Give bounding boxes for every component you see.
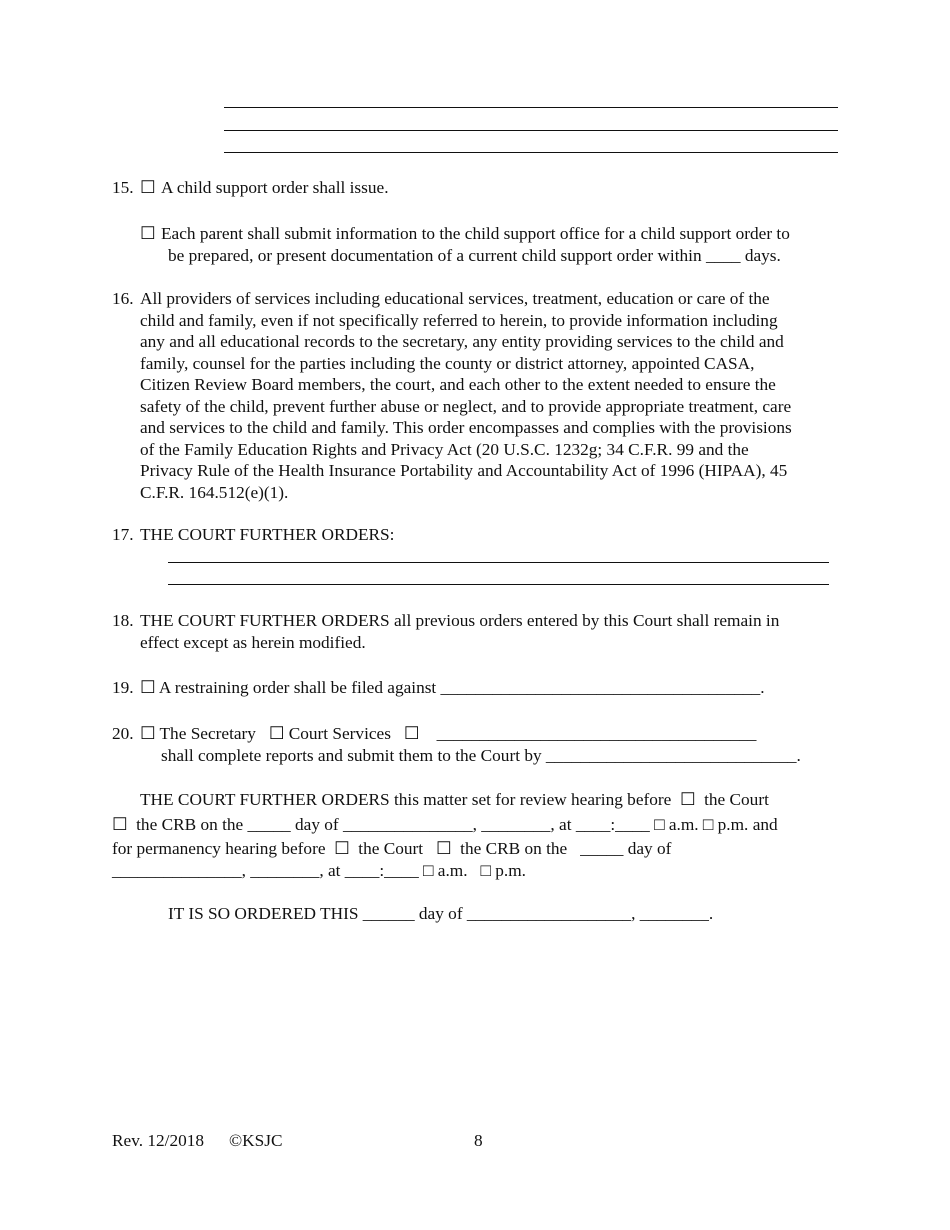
footer-revision: Rev. 12/2018 (112, 1131, 205, 1150)
item-16-line: safety of the child, prevent further abuse or neglect, and to provide appropriate treatment, care (140, 396, 792, 416)
so-ordered-line[interactable]: IT IS SO ORDERED THIS ______ day of ___________________, ________. (168, 904, 714, 923)
item-16-line: Citizen Review Board members, the court, and each other to the extent needed to ensure the (140, 375, 776, 394)
footer-copyright: ©KSJC (229, 1131, 283, 1150)
blank-line-1[interactable] (224, 107, 838, 108)
review-line-4[interactable]: _______________, ________, at ____:____ □ a.m. □ p.m. (112, 861, 527, 880)
item-18-number: 18. (112, 611, 134, 630)
review-line-1[interactable]: THE COURT FURTHER ORDERS this matter set for review hearing before ☐ the Court (140, 790, 769, 809)
item-20-line-1[interactable]: ☐ The Secretary ☐ Court Services ☐ _____________________________________ (140, 724, 757, 743)
item-16-line: and services to the child and family. This order encompasses and complies with the provisions (140, 418, 792, 437)
review-line-3[interactable]: for permanency hearing before ☐ the Court ☐ the CRB on the _____ day of (112, 839, 672, 858)
item-16-line: of the Family Education Rights and Privacy Act (20 U.S.C. 1232g; 34 C.F.R. 99 and the (140, 439, 749, 459)
item-16-line: family, counsel for the parties including the county or district attorney, appointed CASA, (140, 353, 755, 373)
item-16-line: All providers of services including educational services, treatment, education or care of the (140, 289, 770, 308)
footer-page-number: 8 (474, 1131, 483, 1150)
item-20-line-2[interactable]: shall complete reports and submit them to the Court by _____________________________. (161, 746, 801, 765)
item-17-blank-line-1[interactable] (168, 562, 829, 563)
item-15-sub-line-1: Each parent shall submit information to the child support office for a child support order to (161, 224, 790, 243)
item-17-text: THE COURT FURTHER ORDERS: (140, 525, 395, 544)
blank-line-3[interactable] (224, 152, 838, 153)
item-15-sub-checkbox[interactable]: ☐ (140, 224, 156, 243)
item-16-line: child and family, even if not specifically referred to herein, to provide information including (140, 310, 778, 330)
item-17-number: 17. (112, 525, 134, 544)
item-17-blank-line-2[interactable] (168, 584, 829, 585)
item-16-line: Privacy Rule of the Health Insurance Portability and Accountability Act of 1996 (HIPAA), 45 (140, 461, 788, 480)
item-19-text[interactable]: ☐ A restraining order shall be filed against _____________________________________. (140, 678, 765, 697)
item-16-number: 16. (112, 289, 134, 308)
item-16-line: any and all educational records to the secretary, any entity providing services to the child and (140, 332, 784, 351)
item-15-number: 15. (112, 178, 134, 197)
item-18-line-2: effect except as herein modified. (140, 632, 366, 652)
item-18-line-1: THE COURT FURTHER ORDERS all previous orders entered by this Court shall remain in (140, 611, 780, 630)
review-line-2[interactable]: ☐ the CRB on the _____ day of _______________, ________, at ____:____ □ a.m. □ p.m. and (112, 815, 778, 834)
item-15-checkbox[interactable]: ☐ (140, 178, 156, 197)
item-19-number: 19. (112, 678, 134, 697)
item-15-text: A child support order shall issue. (161, 178, 389, 197)
item-16-line: C.F.R. 164.512(e)(1). (140, 482, 289, 502)
item-15-sub-line-2: be prepared, or present documentation of a current child support order within ____ days. (168, 246, 781, 265)
blank-line-2[interactable] (224, 130, 838, 131)
item-20-number: 20. (112, 724, 134, 743)
